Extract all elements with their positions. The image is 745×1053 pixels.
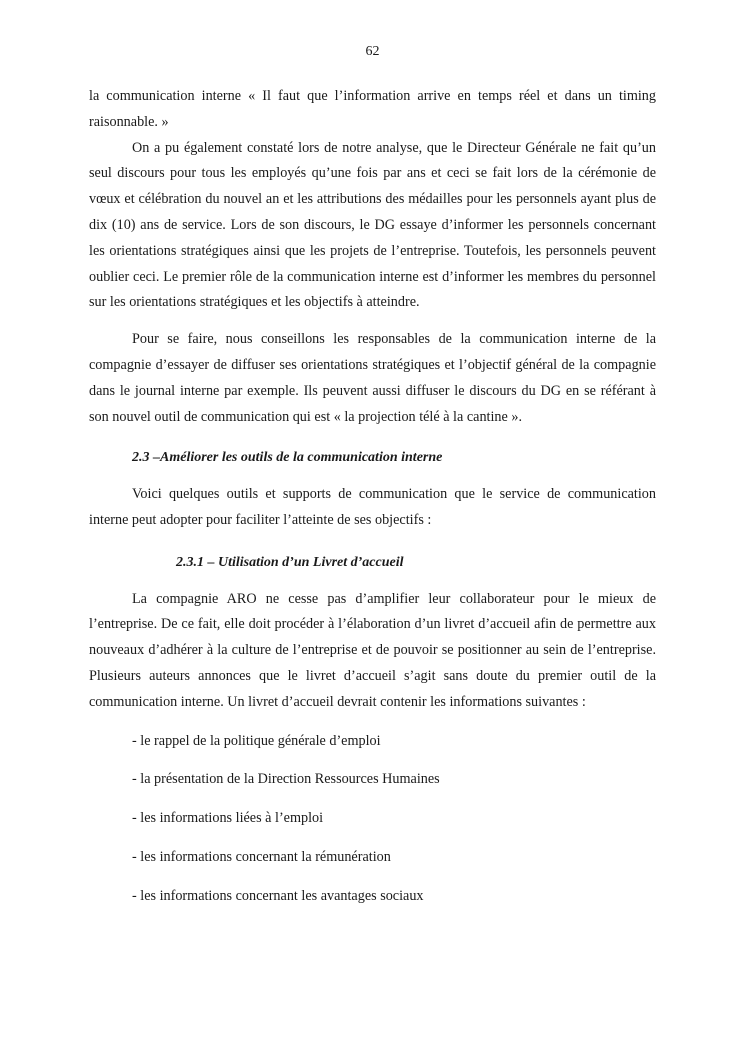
paragraph-tools-intro: Voici quelques outils et supports de communication que le service de communication interne peut adopter pour faciliter l’atteinte de ses objectifs :: [89, 486, 656, 528]
list-item: - le rappel de la politique générale d’emploi: [132, 732, 381, 749]
list-item: - les informations liées à l’emploi: [132, 810, 324, 827]
info-list: [89, 729, 656, 910]
page-number: 62: [365, 44, 380, 59]
list-item: - les informations concernant la rémunération: [132, 848, 391, 865]
list-item: - la présentation de la Direction Ressources Humaines: [132, 771, 440, 788]
paragraph-recommendation: Pour se faire, nous conseillons les responsables de la communication interne de la compagnie d’essayer de diffuser ses orientations stratégiques et l’objectif général de la compagnie dans le journal interne par exemple. Ils peuvent aussi diffuser le discours du DG en se référant à son nouvel outil de communication qui est « la projection télé à la cantine ».: [89, 331, 656, 425]
document-body: [89, 84, 656, 910]
section-heading-2-3: 2.3 –Améliorer les outils de la communication interne: [132, 450, 443, 466]
paragraph-livret-accueil: La compagnie ARO ne cesse pas d’amplifier leur collaborateur pour le mieux de l’entreprise. De ce fait, elle doit procéder à l’élaboration d’un livret d’accueil afin de permettre aux nouveaux d’adhérer à la culture de l’entreprise et de pouvoir se positionner au sein de l’entreprise. Plusieurs auteurs annonces que le livret d’accueil s’agit sans doute du premier outil de la communication interne. Un livret d’accueil devrait contenir les informations suivantes :: [89, 590, 656, 710]
subsection-heading-2-3-1: 2.3.1 – Utilisation d’un Livret d’accueil: [176, 554, 404, 570]
paragraph-dg-discourse: On a pu également constaté lors de notre analyse, que le Directeur Générale ne fait qu’un seul discours pour tous les employés qu’une fois par ans et ceci se fait lors de la cérémonie de vœux et célébration du nouvel an et les attributions des médailles pour les personnels ayant plus de dix (10) ans de service. Lors de son discours, le DG essaye d’informer les personnels concernant les orientations stratégiques ainsi que les projets de l’entreprise. Toutefois, les personnels peuvent oublier ceci. Le premier rôle de la communication interne est d’informer les membres du personnel sur les orientations stratégiques et les objectifs à atteindre.: [89, 139, 656, 311]
paragraph-quote-continuation: la communication interne « Il faut que l’information arrive en temps réel et dans un timing raisonnable. »: [89, 88, 656, 130]
list-item: - les informations concernant les avantages sociaux: [132, 887, 424, 904]
